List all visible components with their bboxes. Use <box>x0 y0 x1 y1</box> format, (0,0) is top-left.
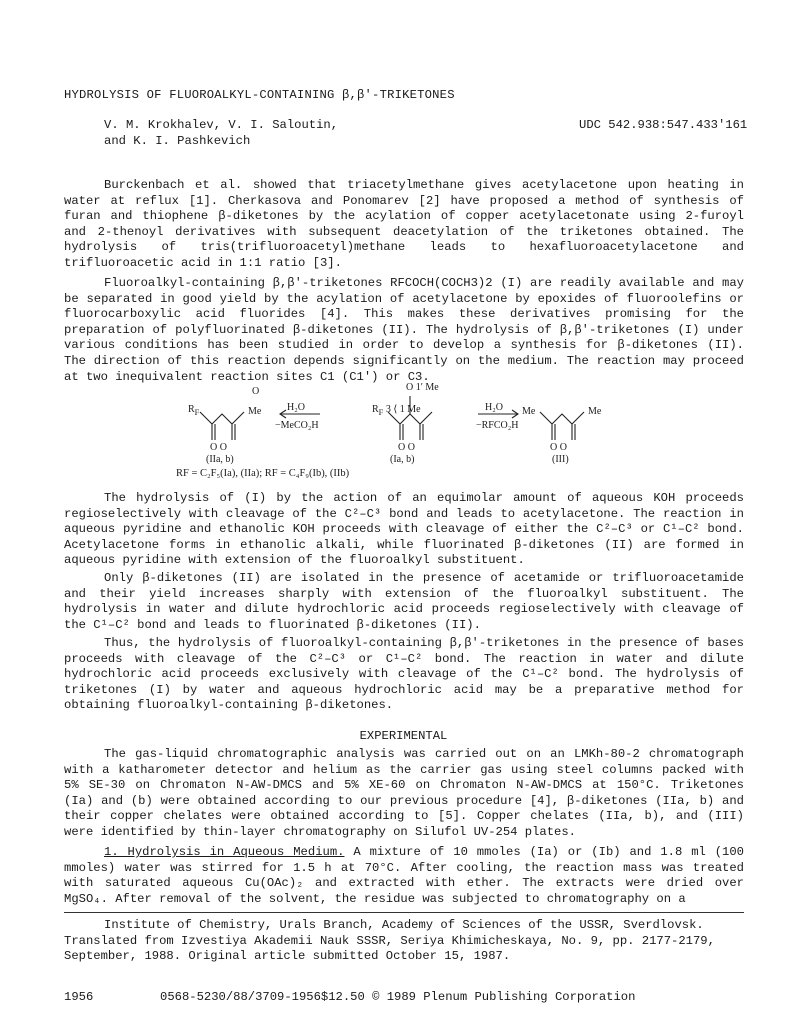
scheme-atom-o: O 1′ Me <box>406 382 439 393</box>
reagent-right-top: H₂O <box>485 402 503 413</box>
copyright-line: 0568-5230/88/3709-1956$12.50 © 1989 Plenum Publishing Corporation <box>160 990 636 1004</box>
paragraph-4-text: Only β-diketones (II) are isolated in the presence of acetamide or trifluoroacetamide and their yield increases sharply with extension of the fluoroalkyl substituent. The hydrolysis in water and dilute hydrochloric acid proceeds regioselectively with cleavage of the C¹–C² bond and leads to fluorinated β-diketones (II). <box>64 571 744 632</box>
udc-code: UDC 542.938:547.433'161 <box>579 118 748 132</box>
label-Iab: (Ia, b) <box>390 454 415 465</box>
paragraph-2-text: Fluoroalkyl-containing β,β'-triketones RFCOCH(COCH3)2 (I) are readily available and may be separated in good yield by the acylation of acetylacetone by epoxides of fluoroolefins or fluorocarboxylic acid fluorides [4]. This makes these derivatives promising for the preparation of polyfluorinated β-diketones (II). The hydrolysis of β,β'-triketones (I) under various conditions has been studied in order to develop a synthesis for β-diketones (II). The direction of this reaction depends significantly on the medium. The reaction may proceed at two inequivalent reaction sites C1 (C1') or C3. <box>64 276 744 384</box>
rf-definition: RF = C₂F₅(Ia), (IIa); RF = C₄F₉(Ib), (IIb) <box>176 468 350 479</box>
paragraph-1 <box>64 178 744 272</box>
footnote-divider <box>64 912 744 913</box>
scheme-oo-middle: O O <box>398 442 415 453</box>
paragraph-5 <box>64 636 744 714</box>
paragraph-6 <box>64 747 744 841</box>
paragraph-4 <box>64 571 744 633</box>
paragraph-7 <box>64 845 744 907</box>
page-number: 1956 <box>64 990 94 1004</box>
paragraph-6-text: The gas-liquid chromatographic analysis was carried out on an LMKh-80-2 chromatograph with a katharometer detector and helium as the carrier gas using steel columns packed with 5% SE-30 on Chromaton N-AW-DMCS and 5% XE-60 on Chromaton N-AW-DMCS at 150°C. Triketones (Ia) and (b) were obtained according to our previous procedure [4], β-diketones (IIa, b) and their copper chelates were obtained according to [5]. Copper chelates (IIa, b), and (III) were identified by thin-layer chromatography on Silufol UV-254 plates. <box>64 747 744 839</box>
paragraph-3 <box>64 491 744 569</box>
paragraph-1-text: Burckenbach et al. showed that triacetylmethane gives acetylacetone upon heating in water at reflux [1]. Cherkasova and Ponomarev [2] have proposed a method of synthesis of furan and thiophene β-diketones by the acylation of copper acetylacetonate using 2-furoyl and 2-thenoyl derivatives with subsequent deacetylation of the triketones obtained. The hydrolysis of tris(trifluoroacetyl)methane leads to hexafluoroacetylacetone and trifluoroacetic acid in 1:1 ratio [3]. <box>64 178 744 270</box>
procedure-1-heading: 1. Hydrolysis in Aqueous Medium. <box>104 845 345 859</box>
footnote <box>64 918 764 965</box>
authors-line-1: V. M. Krokhalev, V. I. Saloutin, <box>104 118 339 132</box>
reagent-left-bottom: −MeCO₂H <box>275 420 319 431</box>
scheme-me-left: Me <box>248 406 262 417</box>
scheme-rf-left: $R_F$ <box>188 404 200 417</box>
paragraph-5-text: Thus, the hydrolysis of fluoroalkyl-containing β,β'-triketones in the presence of bases proceeds with cleavage of the C²–C³ or C¹–C² bond. The reaction in water and dilute hydrochloric acid proceeds exclusively with cleavage of the C¹–C² bond. The hydrolysis of triketones (I) by water and aqueous hydrochloric acid may be a preparative method for obtaining fluoroalkyl-containing β-diketones. <box>64 636 744 713</box>
scheme-oo-right: O O <box>550 442 567 453</box>
label-IIab: (IIa, b) <box>206 454 234 465</box>
reagent-right-bottom: −RFCO₂H <box>476 420 519 431</box>
authors <box>104 118 338 149</box>
paper-title: HYDROLYSIS OF FLUOROALKYL-CONTAINING β,β'-TRIKETONES <box>64 88 455 102</box>
scheme-me-right-a: Me <box>522 406 536 417</box>
paragraph-7-text: A mixture of 10 mmoles (Ia) or (Ib) and 1.8 ml (100 mmoles) water was stirred for 1.5 h at 70°C. After cooling, the reaction mass was treated with saturated aqueous Cu(OAc)₂ and extracted with ether. The extracts were dried over MgSO₄. After removal of the solvent, the residue was subjected to chromatography on a <box>64 845 744 906</box>
scheme-oo-left: O O <box>210 442 227 453</box>
experimental-heading: EXPERIMENTAL <box>359 729 448 743</box>
scheme-me-right-b: Me <box>588 406 602 417</box>
reaction-scheme <box>160 382 630 490</box>
label-III: (III) <box>552 454 569 465</box>
reagent-left-top: H₂O <box>287 402 305 413</box>
paragraph-2 <box>64 276 744 385</box>
scheme-o-me-top: O <box>252 386 260 397</box>
paragraph-3-text: The hydrolysis of (I) by the action of an equimolar amount of aqueous KOH proceeds regioselectively with cleavage of the C²–C³ bond and leads to acetylacetone. The reaction in aqueous pyridine and ethanolic KOH proceeds with cleavage of either the C²–C³ or C¹–C² bond. Acetylacetone forms in ethanolic alkali, while fluorinated β-diketones (II) are formed in aqueous pyridine with extension of the fluoroalkyl substituent. <box>64 491 744 568</box>
scheme-rf-middle: $R_F$ 3 ⟨ 1 Me <box>372 404 421 417</box>
authors-line-2: and K. I. Pashkevich <box>104 133 251 148</box>
paragraph-7-body <box>64 845 744 907</box>
footnote-text: Institute of Chemistry, Urals Branch, Academy of Sciences of the USSR, Sverdlovsk. Translated from Izvestiya Akademii Nauk SSSR, Seriya Khimicheskaya, No. 9, pp. 2177-2179, September, 1988. Original article submitted October 15, 1987. <box>64 918 715 964</box>
